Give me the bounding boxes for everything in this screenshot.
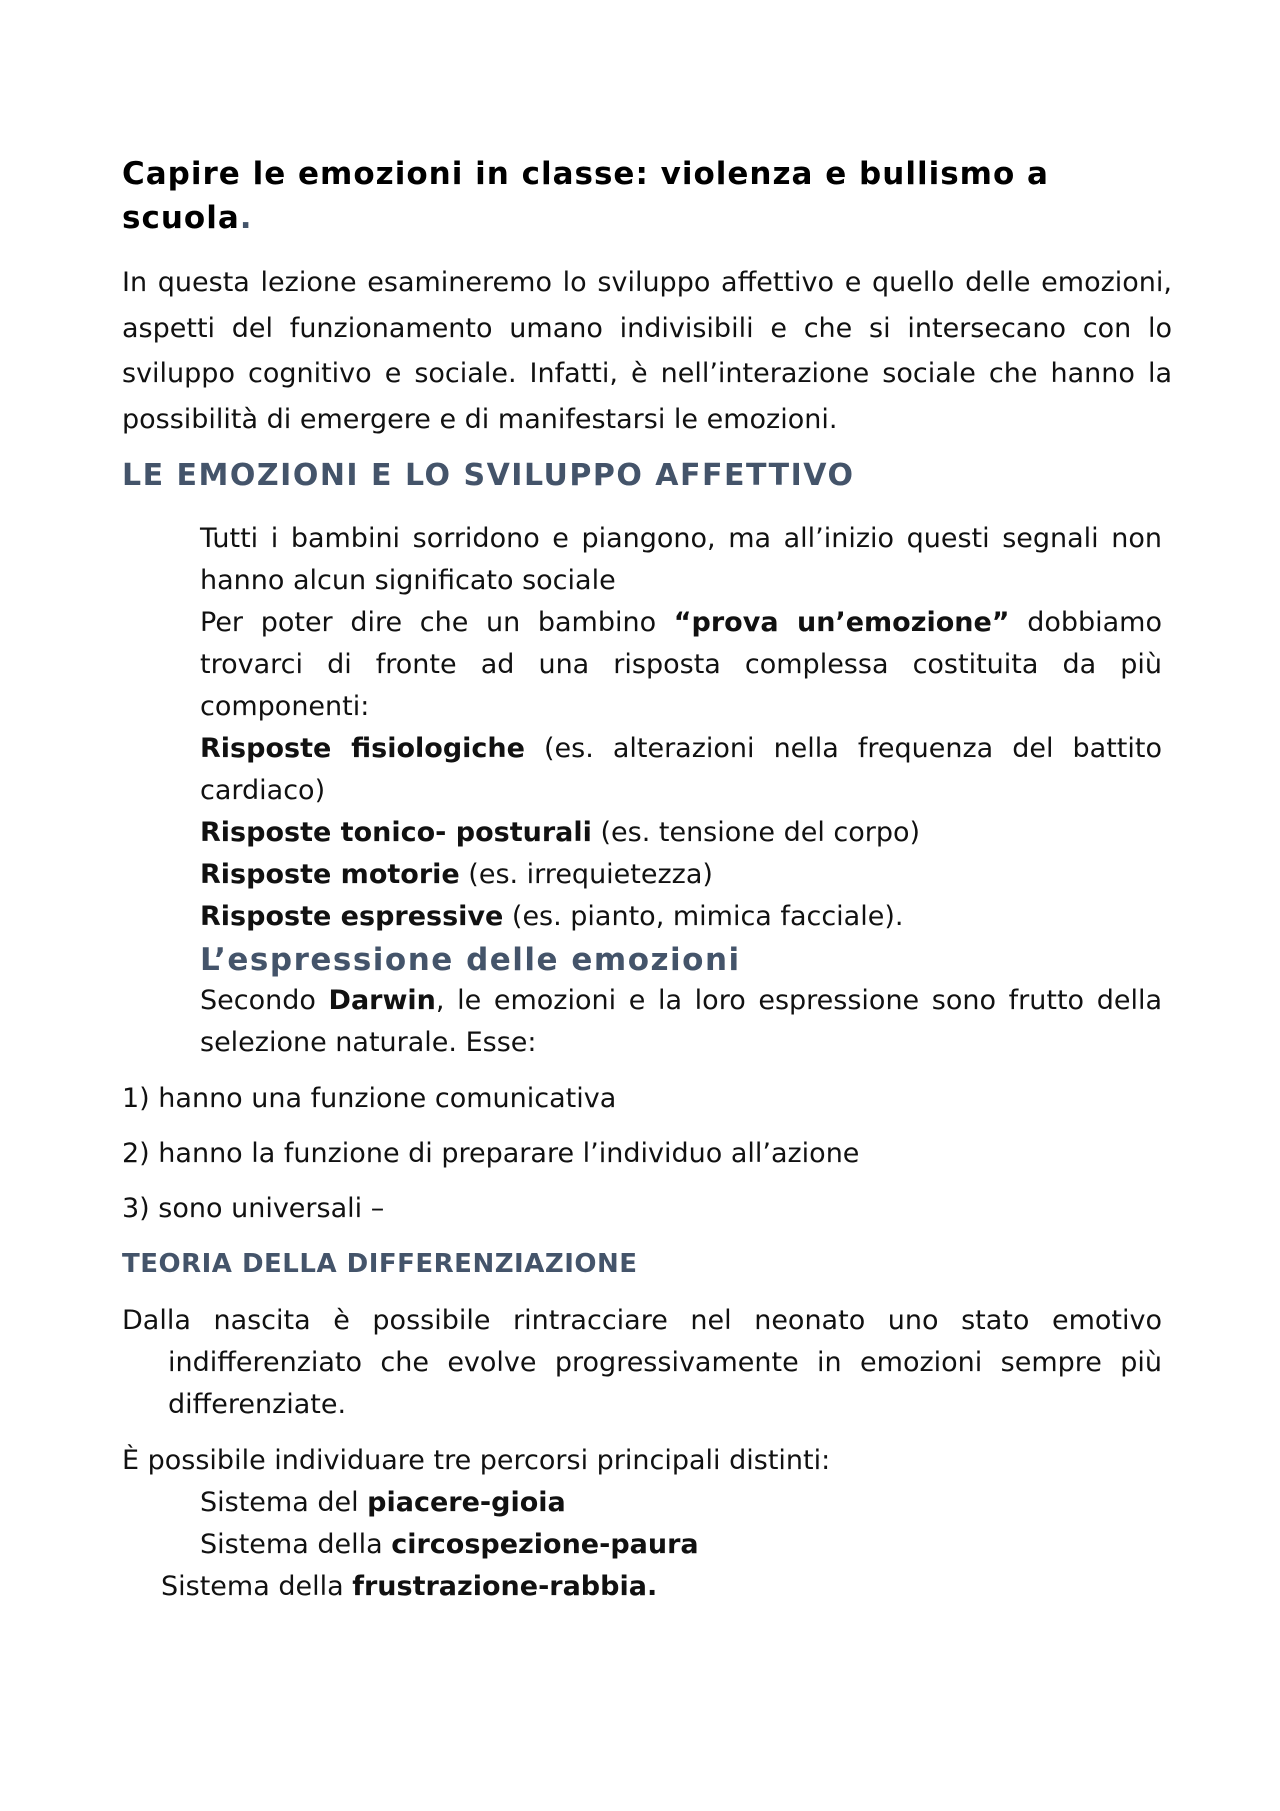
intro-paragraph: In questa lezione esamineremo lo sviluppo affettivo e quello delle emozioni, aspetti del funzionamento umano indivisibili e che si intersecano con lo sviluppo cognitivo e sociale. Infatti, è nell’interazione sociale che hanno la possibilità di emergere e di manifestarsi le emozioni.	[122, 267, 1172, 435]
response-label: Risposte espressive	[200, 901, 504, 932]
paragraph-prova-emozione	[200, 602, 1162, 728]
list-item: 3) sono universali –	[122, 1193, 385, 1224]
response-item	[200, 854, 1162, 896]
system-item	[200, 1482, 566, 1524]
paragraph-nascita: Dalla nascita è possibile rintracciare nel neonato uno stato emotivo indifferenziato che evolve progressivamente in emozioni sempre più differenziate.	[122, 1305, 1162, 1420]
emphasis-prova-emozione: “prova un’emozione”	[673, 607, 1010, 638]
response-item	[200, 728, 1162, 812]
system-name: frustrazione-rabbia.	[352, 1571, 658, 1602]
system-item	[200, 1524, 699, 1566]
system-prefix: Sistema del	[200, 1487, 368, 1518]
response-item	[200, 896, 1162, 938]
title-text: Capire le emozioni in classe: violenza e bullismo a scuola	[122, 156, 1049, 236]
list-item: 2) hanno la funzione di preparare l’individuo all’azione	[122, 1138, 860, 1169]
response-item	[200, 812, 1162, 854]
paragraph-prova-emozione-end: dobbiamo trovarci di fronte ad una risposta complessa costituita da più componenti:	[200, 607, 1162, 722]
response-label: Risposte fisiologiche	[200, 733, 525, 764]
paragraph-darwin-start: Secondo	[200, 985, 329, 1016]
document-title	[122, 152, 1162, 240]
paragraph-darwin	[200, 980, 1162, 1064]
response-example: (es. alterazioni nella frequenza del battito cardiaco)	[200, 733, 1162, 806]
paragraph-segnali: Tutti i bambini sorridono e piangono, ma all’inizio questi segnali non hanno alcun significato sociale	[200, 523, 1162, 596]
section-heading-espressione: L’espressione delle emozioni	[200, 942, 741, 978]
response-example: (es. pianto, mimica facciale).	[503, 901, 904, 932]
system-item	[161, 1566, 657, 1608]
response-label: Risposte motorie	[200, 859, 460, 890]
system-prefix: Sistema della	[161, 1571, 353, 1602]
title-period: .	[239, 200, 253, 236]
system-name: circospezione-paura	[391, 1529, 699, 1560]
section-heading-differenziazione: TEORIA DELLA DIFFERENZIAZIONE	[122, 1249, 638, 1279]
paragraph-darwin-end: , le emozioni e la loro espressione sono frutto della selezione naturale. Esse:	[200, 985, 1163, 1058]
response-example: (es. tensione del corpo)	[591, 817, 921, 848]
system-name: piacere-gioia	[367, 1487, 566, 1518]
response-example: (es. irrequietezza)	[459, 859, 713, 890]
system-prefix: Sistema della	[200, 1529, 392, 1560]
emphasis-darwin: Darwin	[328, 985, 436, 1016]
list-item: 1) hanno una funzione comunicativa	[122, 1083, 617, 1114]
paragraph-prova-emozione-start: Per poter dire che un bambino	[200, 607, 674, 638]
paragraph-percorsi: È possibile individuare tre percorsi principali distinti:	[122, 1445, 831, 1476]
section-heading-emozioni: LE EMOZIONI E LO SVILUPPO AFFETTIVO	[122, 458, 855, 493]
response-label: Risposte tonico- posturali	[200, 817, 592, 848]
